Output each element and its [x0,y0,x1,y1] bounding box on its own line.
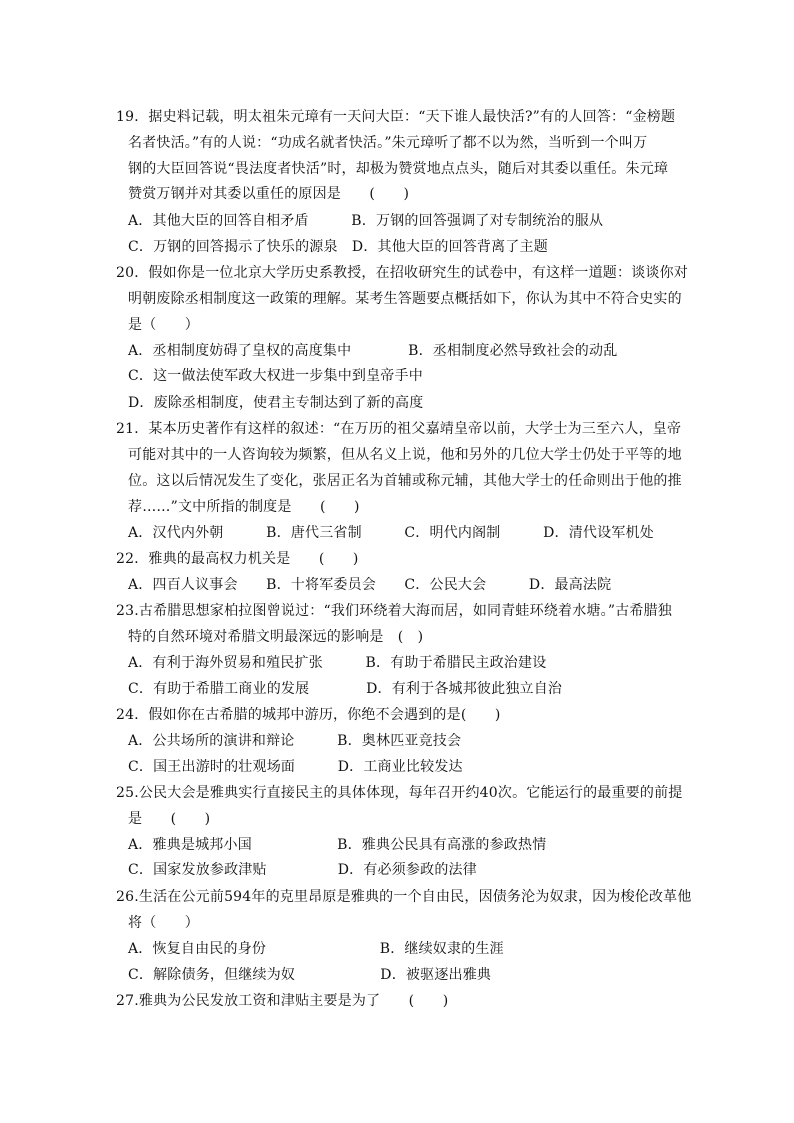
question-stem-line: 赞赏万钢并对其委以重任的原因是 ( ) [128,186,410,202]
question-stem: 23.古希腊思想家柏拉图曾说过：“我们环绕着大海而居，如同青蛙环绕着水塘。”古希腊独 [116,603,672,619]
answer-options-line: C．有助于希腊工商业的发展 D．有利于各城邦彼此独立自治 [128,681,563,697]
question-stem: 22．雅典的最高权力机关是 ( ) [116,551,359,567]
question-stem-line: 荐……”文中所指的制度是 ( ) [128,499,360,515]
answer-options-line: A．雅典是城邦小国 B．雅典公民具有高涨的参政热情 [128,837,547,853]
answer-options-line: A．公共场所的演讲和辩论 B．奥林匹亚竞技会 [128,733,462,749]
answer-options-line: A．其他大臣的回答自相矛盾 B．万钢的回答强调了对专制统治的服从 [128,213,604,229]
question-stem: 19．据史料记载，明太祖朱元璋有一天问大臣：“天下谁人最快活?”有的人回答：“金榜题 [116,109,676,125]
answer-options-line: A．丞相制度妨碍了皇权的高度集中 B．丞相制度必然导致社会的动乱 [128,343,618,359]
question-stem-line: 钢的大臣回答说“畏法度者快活”时，却极为赞赏地点点头，随后对其委以重任。朱元璋 [128,161,669,177]
answer-options-line: A．四百人议事会 B．十将军委员会 C．公民大会 D．最高法院 [128,577,612,593]
answer-options-line: C．国王出游时的壮观场面 D．工商业比较发达 [128,759,463,775]
answer-options-line: C．这一做法使军政大权进一步集中到皇帝手中 [128,368,423,384]
question-stem: 21．某本历史著作有这样的叙述：“在万历的祖父嘉靖皇帝以前，大学士为三至六人，皇帝 [116,421,682,437]
question-stem-line: 位。这以后情况发生了变化，张居正名为首辅或称元辅，其他大学士的任命则出于他的推 [128,473,682,489]
question-stem-line: 特的自然环境对希腊文明最深远的影响是 ( ) [128,629,424,645]
question-stem-line: 是 ( ) [128,811,211,827]
answer-options-line: A．汉代内外朝 B．唐代三省制 C．明代内阁制 D．清代设军机处 [128,525,654,541]
question-stem-line: 是（ ） [128,317,199,333]
question-stem: 24．假如你在古希腊的城邦中游历，你绝不会遇到的是( ) [116,707,501,723]
question-stem-line: 可能对其中的一人咨询较为频繁，但从名义上说，他和另外的几位大学士仍处于平等的地 [128,447,682,463]
answer-options-line: C．解除债务，但继续为奴 D．被驱逐出雅典 [128,967,492,983]
question-stem: 20．假如你是一位北京大学历史系教授，在招收研究生的试卷中，有这样一道题：谈谈你对 [116,265,689,281]
question-stem: 25.公民大会是雅典实行直接民主的具体体现，每年召开约40次。它能运行的最重要的前提 [116,785,683,801]
question-stem-line: 明朝废除丞相制度这一政策的理解。某考生答题要点概括如下，你认为其中不符合史实的 [128,291,682,307]
answer-options-line: C．国家发放参政津贴 D．有必须参政的法律 [128,862,477,878]
question-stem-line: 名者快活。”有的人说：“功成名就者快活。”朱元璋听了都不以为然，当听到一个叫万 [128,135,648,151]
question-stem: 26.生活在公元前594年的克里昂原是雅典的一个自由民，因债务沦为奴隶，因为梭伦改革他 [116,889,692,905]
answer-options-line: A．有利于海外贸易和殖民扩张 B．有助于希腊民主政治建设 [128,655,547,671]
answer-options-line: A．恢复自由民的身份 B．继续奴隶的生涯 [128,941,504,957]
answer-options-line: C．万钢的回答揭示了快乐的源泉 D．其他大臣的回答背离了主题 [128,239,548,255]
question-stem: 27.雅典为公民发放工资和津贴主要是为了 ( ) [116,993,449,1009]
question-stem-line: 将（ ） [128,915,199,931]
answer-options-line: D．废除丞相制度，使君主专制达到了新的高度 [128,395,424,411]
